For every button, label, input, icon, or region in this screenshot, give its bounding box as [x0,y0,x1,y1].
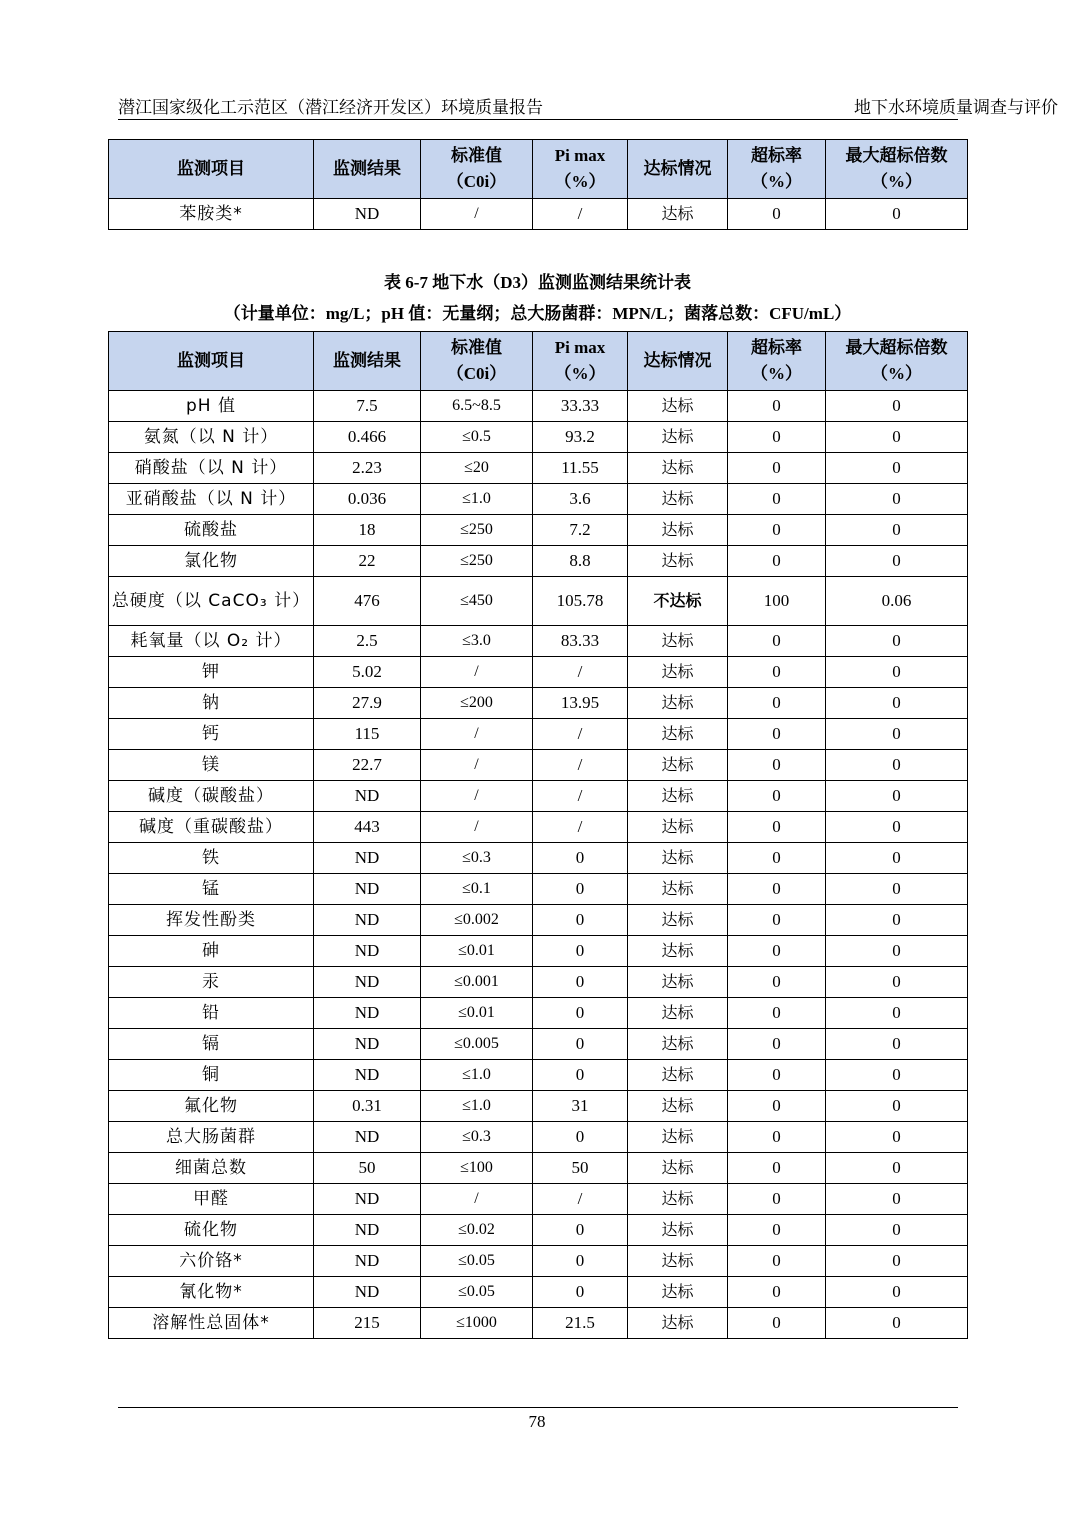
cell-status: 达标 [628,688,728,719]
section-title: 地下水环境质量调查与评价 [854,98,1058,118]
cell-rate: 0 [728,657,826,688]
cell-max: 0 [826,453,968,484]
col-header-pi: Pi max （%） [533,332,628,391]
cell-item: 铜 [109,1060,314,1091]
cell-pi: 13.95 [533,688,628,719]
cell-result: 115 [314,719,421,750]
cell-item: 锰 [109,874,314,905]
cell-standard: ≤100 [421,1153,533,1184]
cell-status: 达标 [628,484,728,515]
cell-rate: 0 [728,1060,826,1091]
cell-standard: ≤0.3 [421,1122,533,1153]
cell-status: 达标 [628,546,728,577]
cell-max: 0 [826,688,968,719]
cell-pi: 0 [533,905,628,936]
cell-max: 0 [826,199,968,230]
cell-pi: 0 [533,936,628,967]
cell-standard: ≤250 [421,546,533,577]
table-row [109,484,968,515]
cell-status: 达标 [628,422,728,453]
col-header-standard: 标准值 （C0i） [421,140,533,199]
cell-pi: / [533,199,628,230]
table-row [109,422,968,453]
cell-item: 氟化物 [109,1091,314,1122]
table-row [109,199,968,230]
cell-standard: ≤1.0 [421,1091,533,1122]
table-row [109,905,968,936]
cell-rate: 0 [728,626,826,657]
cell-pi: / [533,1184,628,1215]
header-divider [118,119,958,120]
cell-max: 0 [826,1153,968,1184]
cell-max: 0 [826,515,968,546]
cell-pi: 0 [533,1277,628,1308]
table-row [109,515,968,546]
table-row [109,843,968,874]
cell-rate: 0 [728,453,826,484]
cell-status: 达标 [628,874,728,905]
cell-result: ND [314,1060,421,1091]
cell-rate: 0 [728,1308,826,1339]
table-row [109,1277,968,1308]
cell-result: 215 [314,1308,421,1339]
cell-item: 溶解性总固体* [109,1308,314,1339]
cell-status: 达标 [628,967,728,998]
cell-status: 达标 [628,1122,728,1153]
cell-item: 硝酸盐（以 N 计） [109,453,314,484]
cell-pi: 0 [533,1215,628,1246]
cell-standard: ≤0.02 [421,1215,533,1246]
cell-status: 达标 [628,1277,728,1308]
continued-table [108,139,968,230]
col-header-max: 最大超标倍数 （%） [826,332,968,391]
cell-max: 0 [826,719,968,750]
table-row [109,781,968,812]
cell-item: 挥发性酚类 [109,905,314,936]
table-row [109,1215,968,1246]
cell-max: 0 [826,1308,968,1339]
cell-pi: 0 [533,998,628,1029]
cell-result: 27.9 [314,688,421,719]
cell-rate: 0 [728,1029,826,1060]
cell-standard: / [421,781,533,812]
cell-max: 0 [826,657,968,688]
cell-standard: ≤1.0 [421,484,533,515]
cell-pi: 83.33 [533,626,628,657]
cell-result: 0.466 [314,422,421,453]
cell-standard: ≤200 [421,688,533,719]
cell-rate: 0 [728,750,826,781]
cell-result: 476 [314,577,421,626]
cell-standard: ≤0.05 [421,1246,533,1277]
cell-result: ND [314,874,421,905]
table-row [109,998,968,1029]
cell-standard: / [421,812,533,843]
cell-status: 达标 [628,936,728,967]
cell-max: 0 [826,998,968,1029]
cell-pi: 0 [533,1029,628,1060]
table-row [109,1029,968,1060]
cell-result: 5.02 [314,657,421,688]
cell-max: 0 [826,1091,968,1122]
col-header-rate: 超标率 （%） [728,332,826,391]
col-header-result: 监测结果 [314,332,421,391]
cell-item: 钙 [109,719,314,750]
cell-pi: / [533,812,628,843]
cell-rate: 0 [728,1277,826,1308]
cell-max: 0.06 [826,577,968,626]
page-header [118,93,1058,119]
cell-rate: 0 [728,1091,826,1122]
cell-result: ND [314,199,421,230]
col-header-result: 监测结果 [314,140,421,199]
cell-rate: 0 [728,781,826,812]
cell-result: 2.23 [314,453,421,484]
cell-max: 0 [826,843,968,874]
cell-rate: 0 [728,1153,826,1184]
cell-pi: 0 [533,967,628,998]
footer-divider [118,1407,958,1408]
cell-result: 0.036 [314,484,421,515]
table-header-row [109,332,968,391]
cell-max: 0 [826,1184,968,1215]
table-row [109,626,968,657]
table-row [109,1308,968,1339]
cell-pi: 33.33 [533,391,628,422]
cell-standard: / [421,719,533,750]
cell-rate: 0 [728,998,826,1029]
cell-pi: 11.55 [533,453,628,484]
cell-status: 达标 [628,998,728,1029]
cell-pi: 105.78 [533,577,628,626]
cell-max: 0 [826,1029,968,1060]
cell-max: 0 [826,1277,968,1308]
cell-rate: 0 [728,422,826,453]
cell-item: 钠 [109,688,314,719]
cell-pi: 0 [533,1122,628,1153]
cell-standard: ≤0.005 [421,1029,533,1060]
cell-status: 达标 [628,719,728,750]
table-row [109,1246,968,1277]
cell-standard: ≤1000 [421,1308,533,1339]
cell-pi: 21.5 [533,1308,628,1339]
cell-item: 碱度（重碳酸盐） [109,812,314,843]
col-header-standard: 标准值 （C0i） [421,332,533,391]
cell-result: ND [314,967,421,998]
table-row [109,1184,968,1215]
cell-item: 砷 [109,936,314,967]
cell-max: 0 [826,484,968,515]
cell-max: 0 [826,874,968,905]
cell-status: 达标 [628,1091,728,1122]
table-row [109,391,968,422]
cell-result: ND [314,781,421,812]
cell-max: 0 [826,905,968,936]
cell-max: 0 [826,967,968,998]
table-row [109,874,968,905]
cell-standard: ≤250 [421,515,533,546]
cell-rate: 0 [728,1215,826,1246]
cell-result: 2.5 [314,626,421,657]
cell-item: pH 值 [109,391,314,422]
cell-status: 达标 [628,391,728,422]
cell-item: 钾 [109,657,314,688]
cell-pi: 7.2 [533,515,628,546]
cell-status: 达标 [628,515,728,546]
col-header-item: 监测项目 [109,140,314,199]
cell-pi: / [533,750,628,781]
table-row [109,577,968,626]
cell-standard: ≤0.01 [421,936,533,967]
table-row [109,750,968,781]
cell-status: 达标 [628,1184,728,1215]
cell-rate: 0 [728,546,826,577]
cell-pi: 31 [533,1091,628,1122]
cell-result: 18 [314,515,421,546]
cell-max: 0 [826,781,968,812]
table-row [109,936,968,967]
cell-result: ND [314,1184,421,1215]
table-row [109,453,968,484]
cell-max: 0 [826,1246,968,1277]
col-header-status: 达标情况 [628,140,728,199]
cell-standard: ≤1.0 [421,1060,533,1091]
cell-rate: 0 [728,199,826,230]
cell-item: 碱度（碳酸盐） [109,781,314,812]
cell-status: 达标 [628,657,728,688]
d3-results-table [108,331,968,1339]
cell-rate: 0 [728,1246,826,1277]
cell-status: 达标 [628,1060,728,1091]
col-header-pi: Pi max （%） [533,140,628,199]
cell-item: 氰化物* [109,1277,314,1308]
table-row [109,719,968,750]
cell-standard: / [421,750,533,781]
cell-rate: 100 [728,577,826,626]
cell-result: 0.31 [314,1091,421,1122]
cell-status: 达标 [628,1153,728,1184]
cell-rate: 0 [728,905,826,936]
cell-max: 0 [826,391,968,422]
cell-item: 铁 [109,843,314,874]
cell-standard: ≤20 [421,453,533,484]
cell-status: 达标 [628,812,728,843]
table-row [109,1091,968,1122]
cell-max: 0 [826,812,968,843]
cell-item: 镁 [109,750,314,781]
cell-rate: 0 [728,515,826,546]
cell-max: 0 [826,936,968,967]
cell-result: ND [314,1215,421,1246]
report-title: 潜江国家级化工示范区（潜江经济开发区）环境质量报告 [118,98,543,118]
cell-pi: / [533,781,628,812]
cell-result: 7.5 [314,391,421,422]
cell-max: 0 [826,546,968,577]
cell-status: 不达标 [628,577,728,626]
table-row [109,1153,968,1184]
cell-max: 0 [826,1060,968,1091]
cell-result: 443 [314,812,421,843]
cell-item: 六价铬* [109,1246,314,1277]
cell-pi: 93.2 [533,422,628,453]
cell-status: 达标 [628,905,728,936]
cell-pi: 0 [533,1246,628,1277]
cell-item: 硫化物 [109,1215,314,1246]
col-header-status: 达标情况 [628,332,728,391]
cell-standard: 6.5~8.5 [421,391,533,422]
cell-item: 铅 [109,998,314,1029]
cell-pi: / [533,719,628,750]
cell-item: 汞 [109,967,314,998]
cell-result: 22.7 [314,750,421,781]
cell-item: 亚硝酸盐（以 N 计） [109,484,314,515]
cell-pi: 0 [533,843,628,874]
cell-standard: ≤0.01 [421,998,533,1029]
cell-item: 总大肠菌群 [109,1122,314,1153]
table-row [109,812,968,843]
cell-rate: 0 [728,812,826,843]
col-header-max: 最大超标倍数 （%） [826,140,968,199]
cell-pi: 8.8 [533,546,628,577]
cell-standard: ≤0.05 [421,1277,533,1308]
table-title: 表 6-7 地下水（D3）监测监测结果统计表 [384,273,691,292]
cell-rate: 0 [728,874,826,905]
cell-rate: 0 [728,967,826,998]
cell-result: ND [314,998,421,1029]
cell-status: 达标 [628,199,728,230]
cell-rate: 0 [728,1184,826,1215]
cell-result: ND [314,905,421,936]
cell-standard: ≤0.002 [421,905,533,936]
cell-standard: ≤450 [421,577,533,626]
table-row [109,967,968,998]
cell-status: 达标 [628,1215,728,1246]
cell-standard: ≤0.5 [421,422,533,453]
cell-rate: 0 [728,484,826,515]
cell-standard: / [421,657,533,688]
cell-max: 0 [826,1122,968,1153]
cell-status: 达标 [628,750,728,781]
cell-item: 氨氮（以 N 计） [109,422,314,453]
table-row [109,688,968,719]
cell-rate: 0 [728,688,826,719]
table-units: （计量单位：mg/L；pH 值：无量纲；总大肠菌群：MPN/L；菌落总数：CFU/mL） [223,304,852,323]
cell-status: 达标 [628,1246,728,1277]
cell-item: 甲醛 [109,1184,314,1215]
cell-status: 达标 [628,843,728,874]
col-header-rate: 超标率 （%） [728,140,826,199]
cell-pi: 0 [533,1060,628,1091]
cell-item: 氯化物 [109,546,314,577]
cell-status: 达标 [628,453,728,484]
cell-item: 耗氧量（以 O₂ 计） [109,626,314,657]
cell-standard: / [421,199,533,230]
cell-max: 0 [826,626,968,657]
cell-rate: 0 [728,936,826,967]
table-row [109,1060,968,1091]
cell-max: 0 [826,1215,968,1246]
cell-result: ND [314,936,421,967]
cell-status: 达标 [628,1308,728,1339]
cell-pi: 0 [533,874,628,905]
cell-max: 0 [826,422,968,453]
cell-max: 0 [826,750,968,781]
table-row [109,1122,968,1153]
cell-result: 50 [314,1153,421,1184]
cell-pi: / [533,657,628,688]
cell-item: 苯胺类* [109,199,314,230]
cell-rate: 0 [728,719,826,750]
table-row [109,657,968,688]
cell-item: 细菌总数 [109,1153,314,1184]
cell-standard: ≤3.0 [421,626,533,657]
cell-item: 总硬度（以 CaCO₃ 计） [109,577,314,626]
cell-status: 达标 [628,1029,728,1060]
cell-standard: ≤0.3 [421,843,533,874]
col-header-item: 监测项目 [109,332,314,391]
cell-result: ND [314,1246,421,1277]
cell-standard: / [421,1184,533,1215]
cell-result: ND [314,1277,421,1308]
cell-pi: 3.6 [533,484,628,515]
cell-standard: ≤0.001 [421,967,533,998]
cell-item: 镉 [109,1029,314,1060]
cell-rate: 0 [728,1122,826,1153]
cell-result: 22 [314,546,421,577]
cell-item: 硫酸盐 [109,515,314,546]
cell-standard: ≤0.1 [421,874,533,905]
cell-status: 达标 [628,626,728,657]
table-row [109,546,968,577]
cell-result: ND [314,1122,421,1153]
cell-result: ND [314,1029,421,1060]
page-number: 78 [528,1412,546,1431]
cell-status: 达标 [628,781,728,812]
cell-result: ND [314,843,421,874]
cell-rate: 0 [728,391,826,422]
cell-rate: 0 [728,843,826,874]
cell-pi: 50 [533,1153,628,1184]
table-header-row [109,140,968,199]
